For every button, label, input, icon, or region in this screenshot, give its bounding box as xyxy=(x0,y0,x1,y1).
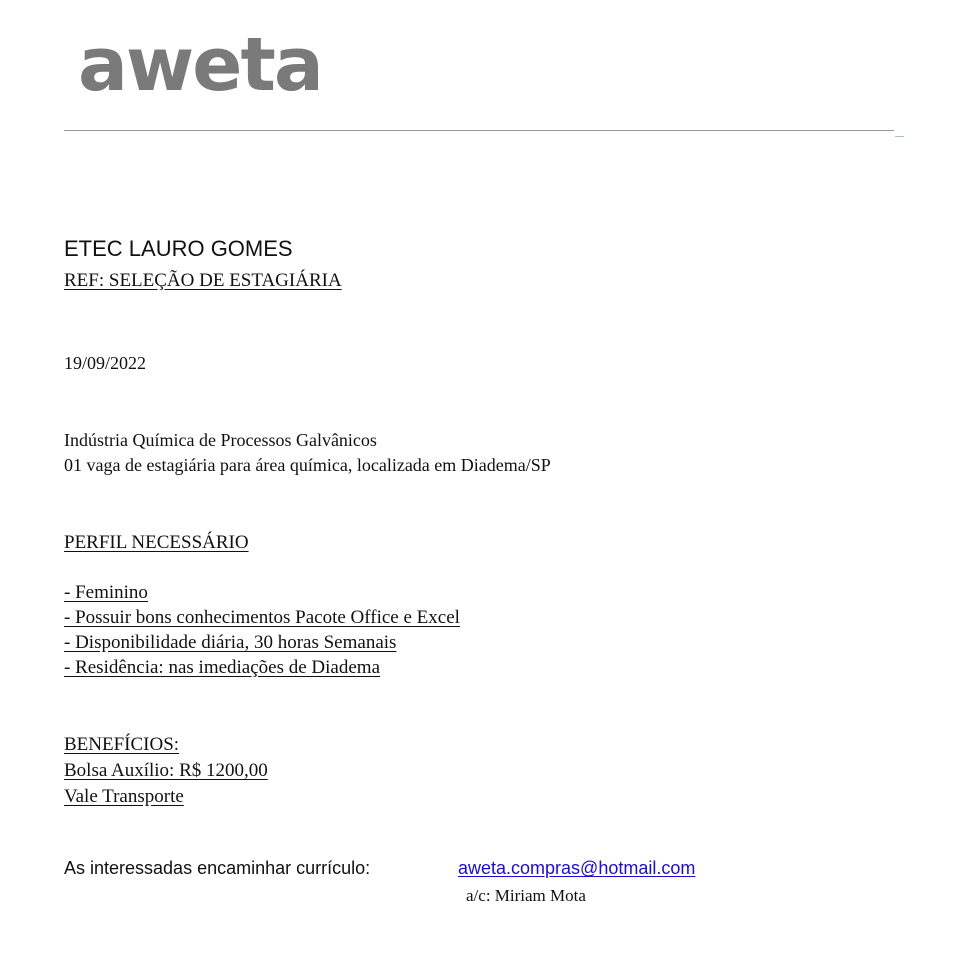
benefit-item: Bolsa Auxílio: R$ 1200,00 xyxy=(64,760,268,781)
profile-item: - Possuir bons conhecimentos Pacote Office e Excel xyxy=(64,607,460,628)
recipient-title: ETEC LAURO GOMES xyxy=(64,236,293,261)
profile-item: - Disponibilidade diária, 30 horas Semanais xyxy=(64,632,397,653)
vacancy-description: 01 vaga de estagiária para área química, localizada em Diadema/SP xyxy=(64,455,551,475)
contact-label: As interessadas encaminhar currículo: xyxy=(64,858,371,878)
profile-item: - Residência: nas imediações de Diadema xyxy=(64,657,381,678)
divider-end-mark: ﹏ xyxy=(895,129,905,139)
contact-email-link[interactable]: aweta.compras@hotmail.com xyxy=(458,858,696,878)
benefit-item: Vale Transporte xyxy=(64,786,184,807)
profile-heading: PERFIL NECESSÁRIO xyxy=(64,532,249,553)
benefits-heading: BENEFÍCIOS: xyxy=(64,734,180,755)
header-divider xyxy=(64,130,894,131)
reference-line: REF: SELEÇÃO DE ESTAGIÁRIA xyxy=(64,270,342,291)
letter-date: 19/09/2022 xyxy=(64,353,147,373)
attention-line: a/c: Miriam Mota xyxy=(466,886,586,905)
company-description: Indústria Química de Processos Galvânicos xyxy=(64,430,377,450)
company-logo: aweta xyxy=(78,22,322,108)
profile-item: - Feminino xyxy=(64,582,148,603)
